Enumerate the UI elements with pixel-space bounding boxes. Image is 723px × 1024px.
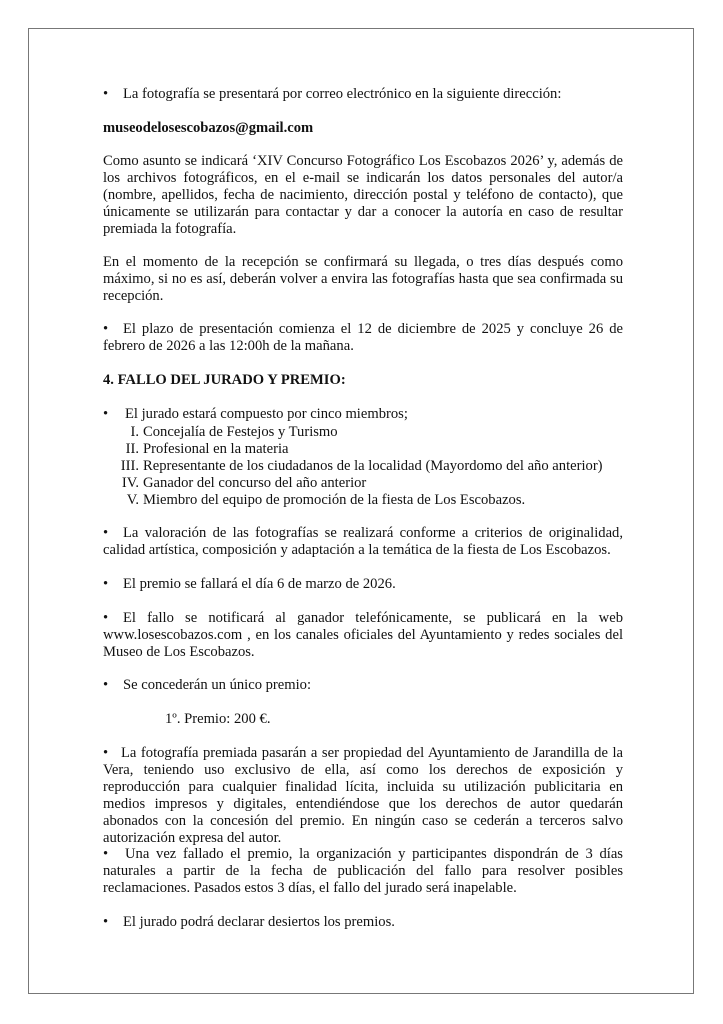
bullet: • [103,576,109,592]
bullet: • [103,525,109,541]
jury-list [100,424,620,509]
item-text: Concejalía de Festejos y Turismo [143,424,338,440]
bullet: • [103,86,109,102]
bullet: • [103,321,109,337]
jury-item [100,424,620,441]
text: La fotografía se presentará por correo electrónico en la siguiente dirección: [123,86,562,102]
text: La fotografía premiada pasarán a ser propiedad del Ayuntamiento de Jarandilla de la Vera, teniendo uso exclusivo de ella, así como los derechos de exposición y reproducción para cualquier finalidad lícita, incluida su utilización publicitaria en medios impresos y digitales, entendiéndose que los derechos de autor quedarán abonados con la concesión del premio. En ningún caso se cederán a terceros salvo autorización expresa del autor. [103,745,623,846]
jury-item [100,475,620,492]
item-number: I. [130,424,139,440]
item-number: IV. [121,475,139,491]
paragraph-submission-email-intro [103,86,623,103]
item-text: Ganador del concurso del año anterior [143,475,367,491]
text: El jurado estará compuesto por cinco miembros; [125,406,408,422]
bullet: • [103,846,109,862]
contact-email[interactable]: museodelosescobazos@gmail.com [103,120,314,136]
bullet: • [103,610,109,626]
paragraph-criteria [103,525,623,559]
text: El premio se fallará el día 6 de marzo de 2026. [123,576,396,592]
paragraph-deadline [103,321,623,355]
bullet: • [103,677,109,693]
paragraph-subject: Como asunto se indicará ‘XIV Concurso Fotográfico Los Escobazos 2026’ y, además de los archivos fotográficos, en el e-mail se indicarán los datos personales del autor/a (nombre, apellidos, fecha de nacimiento, dirección postal y teléfono de contacto), que únicamente se utilizarán para contactar y dar a conocer la autoría en caso de resultar premiada la fotografía. [103,153,623,237]
jury-item [100,458,620,475]
section-heading: 4. FALLO DEL JURADO Y PREMIO: [103,372,346,388]
paragraph-deserted [103,914,623,931]
item-text: Representante de los ciudadanos de la localidad (Mayordomo del año anterior) [143,458,603,474]
paragraph-reception: En el momento de la recepción se confirmará su llegada, o tres días después como máximo, si no es así, deberán volver a envira las fotografías hasta que sea confirmada su recepción. [103,254,623,304]
item-number: II. [125,441,139,457]
text: El fallo se notificará al ganador telefónicamente, se publicará en la web www.losescobazos.com , en los canales oficiales del Ayuntamiento y redes sociales del Museo de Los Escobazos. [103,610,623,660]
item-number: III. [120,458,139,474]
bullet: • [103,914,109,930]
jury-item [100,492,620,509]
text: Se concederán un único premio: [123,677,312,693]
paragraph-notification [103,610,623,661]
bullet: • [103,745,109,761]
prize-amount: 1º. Premio: 200 €. [165,711,271,727]
paragraph-prize-intro [103,677,623,694]
text: El plazo de presentación comienza el 12 de diciembre de 2025 y concluye 26 de febrero de 2026 a las 12:00h de la mañana. [103,321,623,354]
item-text: Profesional en la materia [143,441,289,457]
paragraph-claims [103,846,623,897]
paragraph-award-date [103,576,623,593]
text: Una vez fallado el premio, la organización y participantes dispondrán de 3 días naturales a partir de la fecha de publicación del fallo para resolver posibles reclamaciones. Pasados estos 3 días, el fallo del jurado será inapelable. [103,846,623,896]
text: La valoración de las fotografías se realizará conforme a criterios de originalidad, calidad artística, composición y adaptación a la temática de la fiesta de Los Escobazos. [103,525,623,558]
bullet: • [103,406,109,422]
paragraph-ownership [103,745,623,847]
text: El jurado podrá declarar desiertos los premios. [123,914,395,930]
paragraph-jury [103,406,623,423]
item-number: V. [126,492,139,508]
item-text: Miembro del equipo de promoción de la fiesta de Los Escobazos. [143,492,526,508]
jury-item [100,441,620,458]
